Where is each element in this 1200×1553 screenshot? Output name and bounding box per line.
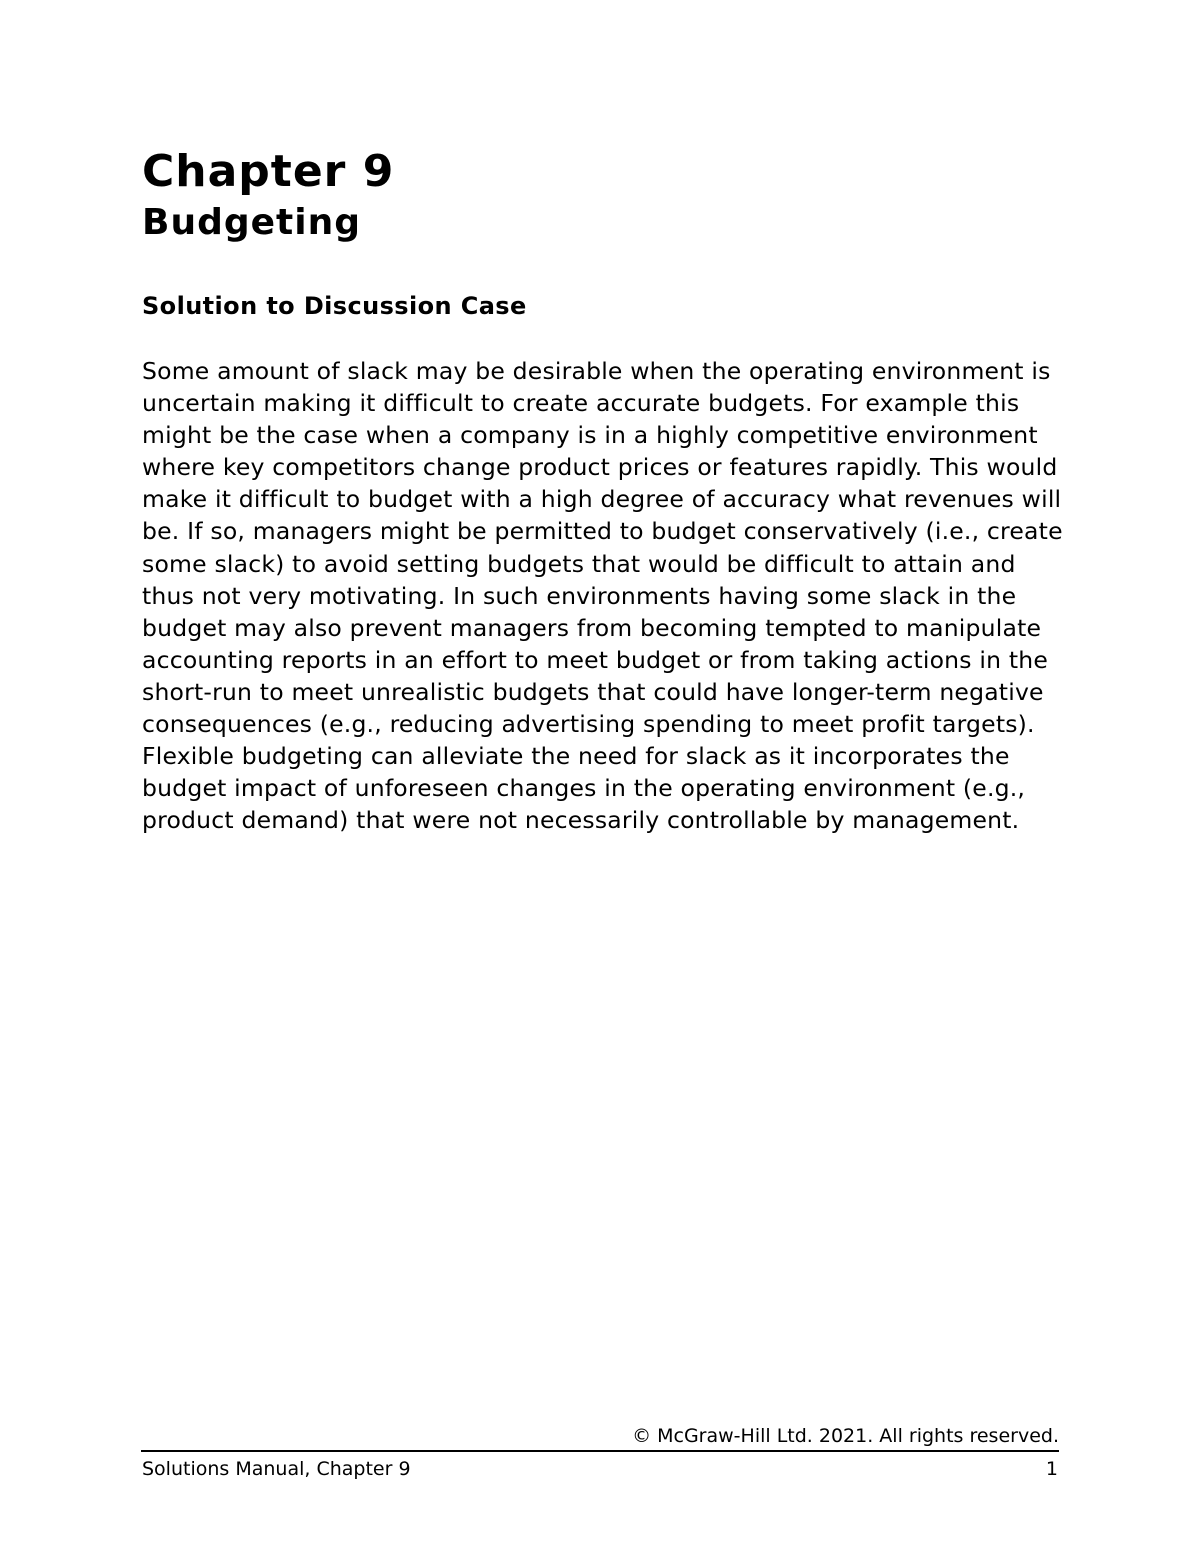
section-heading: Solution to Discussion Case (142, 292, 527, 320)
chapter-subtitle: Budgeting (142, 202, 361, 243)
copyright-notice: © McGraw-Hill Ltd. 2021. All rights reserved. (632, 1425, 1059, 1447)
chapter-title: Chapter 9 (142, 146, 395, 197)
page-number: 1 (1045, 1458, 1058, 1480)
footer-divider (141, 1450, 1059, 1452)
footer-label: Solutions Manual, Chapter 9 (142, 1458, 411, 1480)
body-paragraph: Some amount of slack may be desirable when the operating environment is uncertain making it difficult to create accurate budgets. For example this might be the case when a company is in a highly competitive environment where key competitors change product prices or features rapidly. This would make it difficult to budget with a high degree of accuracy what revenues will be. If so, managers might be permitted to budget conservatively (i.e., create some slack) to avoid setting budgets that would be difficult to attain and thus not very motivating. In such environments having some slack in the budget may also prevent managers from becoming tempted to manipulate accounting reports in an effort to meet budget or from taking actions in the short-run to meet unrealistic budgets that could have longer-term negative consequences (e.g., reducing advertising spending to meet profit targets). Flexible budgeting can alleviate the need for slack as it incorporates the budget impact of unforeseen changes in the operating environment (e.g., product demand) that were not necessarily controllable by management. (142, 357, 1063, 835)
